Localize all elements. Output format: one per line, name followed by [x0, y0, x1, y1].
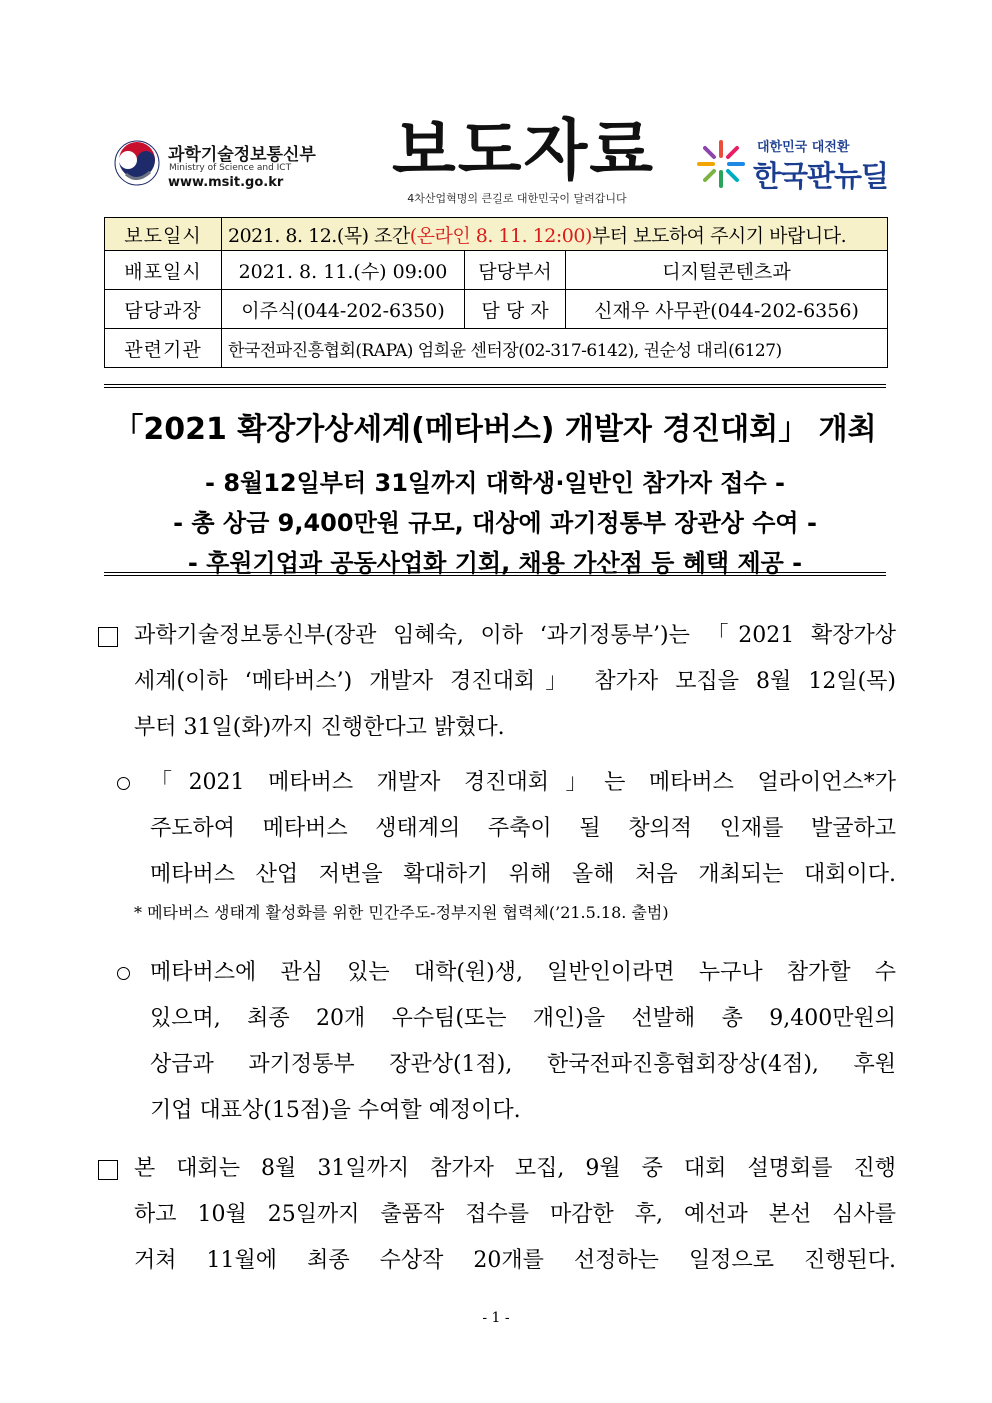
- distribution-value: 2021. 8. 11.(수) 09:00: [222, 251, 465, 290]
- page-number: - 1 -: [482, 1310, 510, 1326]
- document-header: [0, 0, 992, 215]
- ministry-url: www.msit.go.kr: [168, 175, 284, 190]
- manager-label: 담당과장: [105, 290, 222, 329]
- paragraph-2-line-1: 「2021 메타버스 개발자 경진대회」는 메타버스 얼라이언스*가: [150, 770, 896, 795]
- paragraph-3-line-4: 기업 대표상(15점)을 수여할 예정이다.: [150, 1098, 521, 1123]
- paragraph-1: [134, 613, 896, 751]
- paragraph-2: [150, 760, 896, 898]
- taegeuk-emblem-icon: [112, 138, 162, 188]
- distribution-label: 배포일시: [105, 251, 222, 290]
- paragraph-1-line-2: 세계(이하 ‘메타버스’) 개발자 경진대회」 참가자 모집을 8월 12일(목): [134, 669, 896, 694]
- main-headline: 「2021 확장가상세계(메타버스) 개발자 경진대회」 개최: [113, 412, 877, 447]
- paragraph-4-line-1: 본 대회는 8월 31일까지 참가자 모집, 9월 중 대회 설명회를 진행: [134, 1156, 896, 1181]
- release-info-table: [104, 217, 888, 368]
- paragraph-1-line-3: 부터 31일(화)까지 진행한다고 밝혔다.: [134, 715, 505, 740]
- organization-label: 관련기관: [105, 329, 222, 368]
- press-release-title: 보도자료: [392, 112, 656, 189]
- slogan: 4차산업혁명의 큰길로 대한민국이 달려갑니다: [407, 192, 627, 205]
- organization-row: [105, 329, 888, 368]
- square-bullet-icon: [98, 627, 118, 647]
- paragraph-3: [150, 950, 896, 1134]
- ministry-name: 과학기술정보통신부: [168, 145, 316, 165]
- distribution-row: [105, 251, 888, 290]
- circle-bullet-icon: [117, 777, 130, 790]
- circle-bullet-icon: [117, 967, 130, 980]
- paragraph-2-line-3: 메타버스 산업 저변을 확대하기 위해 올해 처음 개최되는 대회이다.: [150, 862, 896, 887]
- paragraph-4: [134, 1146, 896, 1284]
- staff-label: 담 당 자: [465, 290, 566, 329]
- paragraph-1-line-1: 과학기술정보통신부(장관 임혜숙, 이하 ‘과기정통부’)는 「2021 확장가상: [134, 623, 896, 648]
- department-value: 디지털콘텐츠과: [566, 251, 888, 290]
- release-date-value: [222, 218, 888, 251]
- release-request-text: 부터 보도하여 주시기 바랍니다.: [591, 224, 847, 247]
- release-date-row: [105, 218, 888, 251]
- department-label: 담당부서: [465, 251, 566, 290]
- paragraph-2-line-2: 주도하여 메타버스 생태계의 주축이 될 창의적 인재를 발굴하고: [150, 816, 896, 841]
- subheadline-2: - 총 상금 9,400만원 규모, 대상에 과기정통부 장관상 수여 -: [173, 509, 817, 537]
- headline-box: [104, 384, 886, 576]
- new-deal-star-icon: [695, 138, 747, 190]
- subheadline-1: - 8월12일부터 31일까지 대학생·일반인 참가자 접수 -: [205, 469, 785, 497]
- ministry-english-name: Ministry of Science and ICT: [169, 163, 292, 173]
- release-date-label: 보도일시: [105, 218, 222, 251]
- staff-value: 신재우 사무관(044-202-6356): [566, 290, 888, 329]
- new-deal-tagline: 대한민국 대전환: [757, 140, 850, 155]
- paragraph-4-line-2: 하고 10월 25일까지 출품작 접수를 마감한 후, 예선과 본선 심사를: [134, 1202, 896, 1227]
- subheadline-3: - 후원기업과 공동사업화 기회, 채용 가산점 등 혜택 제공 -: [187, 549, 803, 577]
- msit-logo: [112, 138, 322, 194]
- paragraph-3-line-3: 상금과 과기정통부 장관상(1점), 한국전파진흥협회장상(4점), 후원: [150, 1052, 896, 1077]
- paragraph-3-line-2: 있으며, 최종 20개 우수팀(또는 개인)을 선발해 총 9,400만원의: [150, 1006, 896, 1031]
- paragraph-3-line-1: 메타버스에 관심 있는 대학(원)생, 일반인이라면 누구나 참가할 수: [150, 960, 896, 985]
- new-deal-name: 한국판뉴딜: [753, 159, 889, 193]
- korean-new-deal-logo: [695, 136, 895, 196]
- release-date-text: 2021. 8. 12.(목) 조간: [228, 224, 410, 247]
- manager-value: 이주식(044-202-6350): [222, 290, 465, 329]
- square-bullet-icon: [98, 1160, 118, 1180]
- manager-row: [105, 290, 888, 329]
- footnote: * 메타버스 생태계 활성화를 위한 민간주도-정부지원 협력체(’21.5.18. 출범): [134, 903, 669, 922]
- paragraph-4-line-3: 거쳐 11월에 최종 수상작 20개를 선정하는 일정으로 진행된다.: [134, 1248, 896, 1273]
- release-online-text: (온라인 8. 11. 12:00): [409, 224, 592, 247]
- organization-value: 한국전파진흥협회(RAPA) 엄희윤 센터장(02-317-6142), 권순성 대리(6127): [222, 329, 888, 368]
